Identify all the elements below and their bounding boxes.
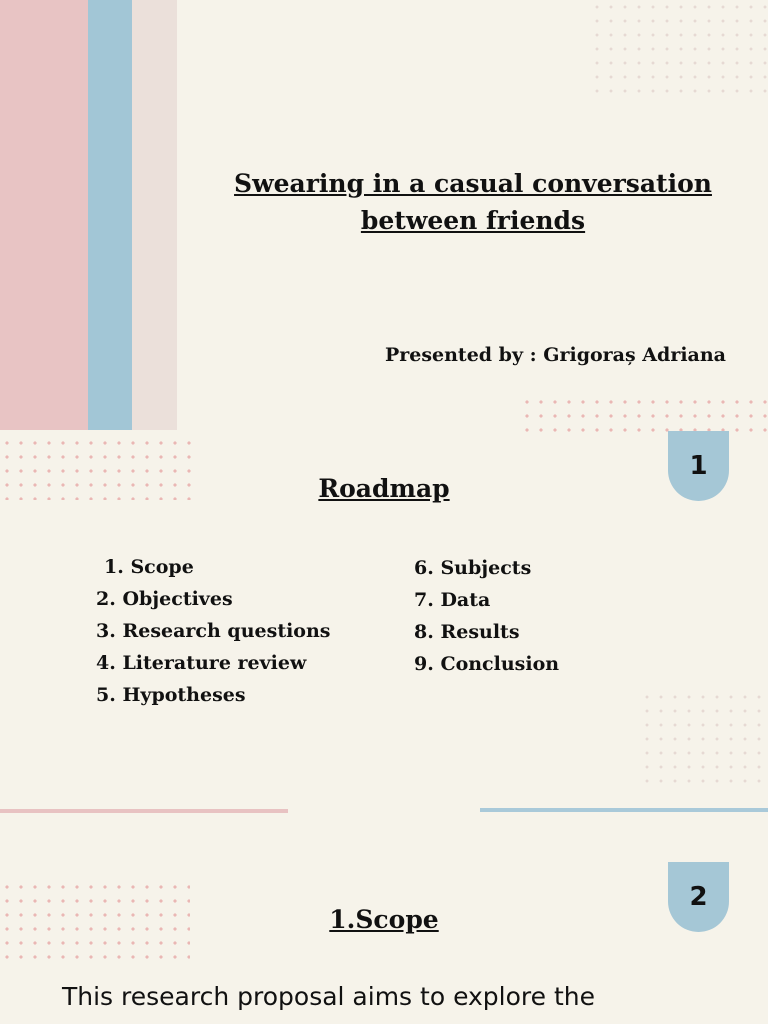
roadmap-item-results: 8. Results: [414, 621, 520, 643]
roadmap-item-research-questions: 3. Research questions: [96, 620, 331, 642]
presenter-credit: Presented by : Grigoraș Adriana: [384, 344, 726, 366]
roadmap-list-left: [96, 551, 331, 711]
dot-pattern-top-right: [590, 0, 768, 95]
page-number-2: 2: [689, 882, 708, 912]
page-number-1: 1: [689, 451, 708, 481]
beige-stripe: [132, 0, 177, 430]
blue-stripe: [88, 0, 132, 430]
roadmap-item-data: 7. Data: [414, 589, 491, 611]
dot-pattern-mid-right: [520, 395, 768, 435]
roadmap-item-literature-review: 4. Literature review: [96, 652, 307, 674]
dot-pattern-lower-right: [640, 690, 768, 790]
roadmap-item-hypotheses: 5. Hypotheses: [96, 684, 246, 706]
roadmap-list-right: [414, 552, 559, 680]
title-line-2: between friends: [360, 206, 586, 235]
scope-heading: 1.Scope: [329, 905, 439, 934]
roadmap-item-scope: 1. Scope: [104, 556, 194, 578]
roadmap-heading: Roadmap: [318, 474, 450, 503]
presentation-title: [200, 165, 746, 239]
divider-blue: [480, 808, 768, 812]
roadmap-item-subjects: 6. Subjects: [414, 557, 532, 579]
roadmap-item-conclusion: 9. Conclusion: [414, 653, 560, 675]
pink-stripe: [0, 0, 88, 430]
divider-pink: [0, 809, 288, 813]
scope-body-text: This research proposal aims to explore the: [62, 982, 595, 1011]
title-line-1: Swearing in a casual conversation: [234, 169, 712, 198]
roadmap-item-objectives: 2. Objectives: [96, 588, 233, 610]
